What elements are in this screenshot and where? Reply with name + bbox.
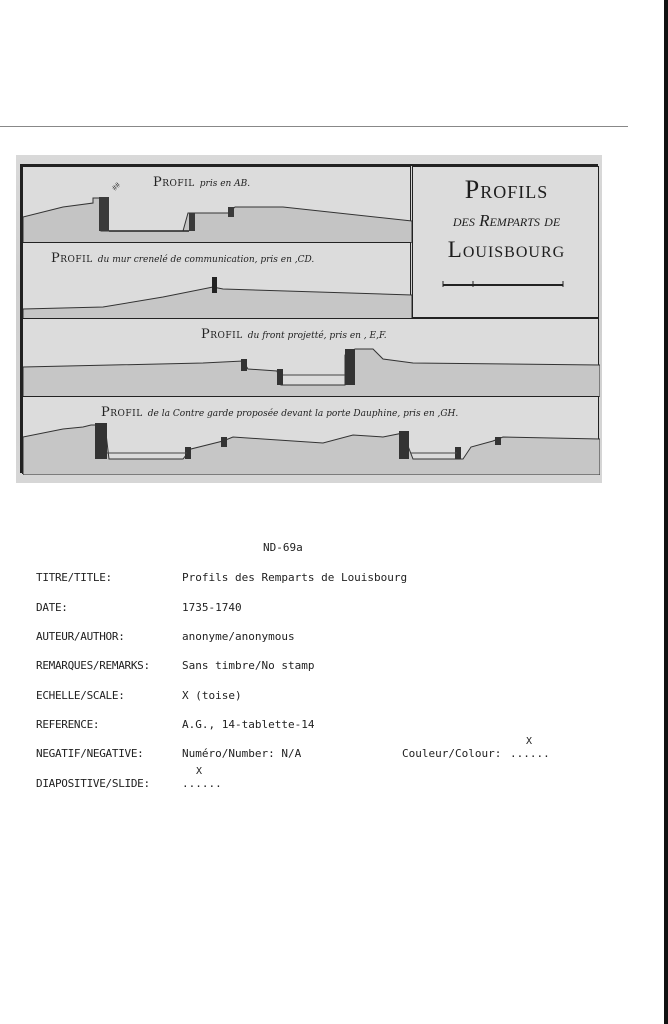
profile-ef-title: Profil du front projetté, pris en , E,F. (201, 327, 387, 342)
profile-gh-title: Profil de la Contre garde proposée devant la porte Dauphine, pris en ,GH. (101, 405, 459, 420)
record-id: ND-69a (263, 541, 303, 554)
reference-label: REFERENCE: (36, 718, 100, 731)
colour-mark: X (526, 736, 533, 747)
colour-dots: ...... (510, 747, 550, 760)
profile-ab-title: Profil pris en AB. (153, 175, 251, 190)
colour-label: Couleur/Colour: (402, 747, 502, 760)
profile-cd-title: Profil du mur crenelé de communication, pris en ,CD. (51, 251, 315, 266)
title-label: TITRE/TITLE: (36, 571, 112, 584)
plate-title-line2: des Remparts de (452, 211, 561, 230)
slide-mark: X (196, 766, 203, 777)
author-label: AUTEUR/AUTHOR: (36, 630, 125, 643)
negative-label: NEGATIF/NEGATIVE: (36, 747, 144, 760)
negative-value: Numéro/Number: N/A (182, 747, 302, 760)
remarks-label: REMARQUES/REMARKS: (36, 659, 150, 672)
title-value: Profils des Remparts de Louisbourg (182, 571, 408, 584)
date-label: DATE: (36, 601, 68, 614)
remarks-value: Sans timbre/No stamp (182, 659, 315, 672)
slide-dots: ...... (182, 777, 222, 790)
reference-value: A.G., 14-tablette-14 (182, 718, 315, 731)
svg-text:##: ## (110, 180, 123, 193)
date-value: 1735-1740 (182, 601, 242, 614)
plate-title-line1: Profils (464, 175, 549, 204)
plate-title-line3: Louisbourg (447, 237, 566, 262)
slide-label: DIAPOSITIVE/SLIDE: (36, 777, 150, 790)
scale-value: X (toise) (182, 689, 242, 702)
author-value: anonyme/anonymous (182, 630, 295, 643)
scale-label: ECHELLE/SCALE: (36, 689, 125, 702)
